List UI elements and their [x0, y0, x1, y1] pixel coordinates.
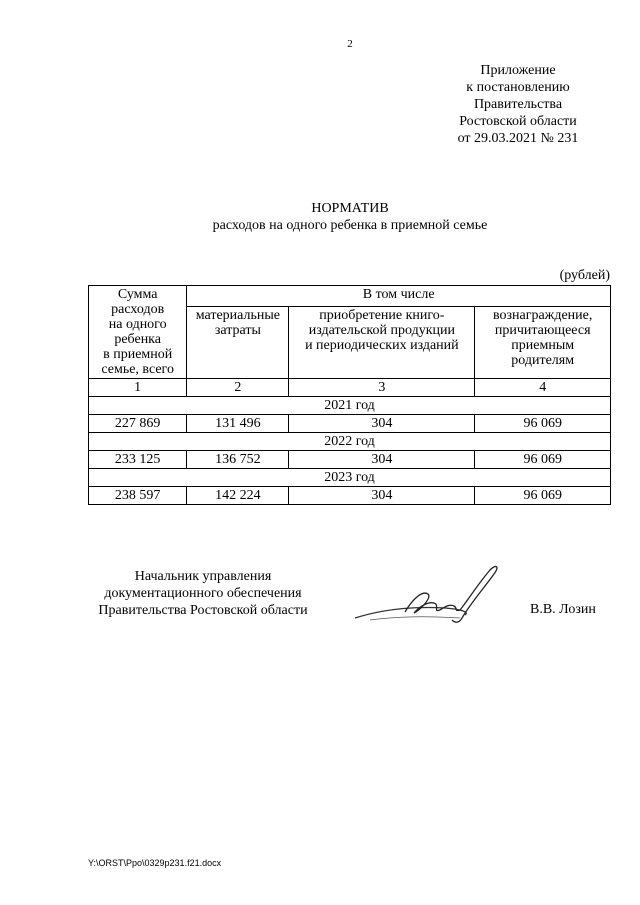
table-cell: 304 [289, 451, 475, 469]
appendix-line: Ростовской области [459, 114, 577, 129]
header-line: семье, всего [101, 362, 174, 377]
header-line: вознаграждение, [492, 307, 593, 323]
year-row [89, 469, 611, 487]
norm-table [88, 285, 611, 505]
table-cell: 96 069 [475, 451, 611, 469]
year-row [89, 433, 611, 451]
column-number: 1 [89, 379, 187, 397]
table-cell: 238 597 [89, 487, 187, 505]
year-label: 2023 год [89, 469, 611, 487]
header-line: родителям [511, 352, 575, 368]
column-number-row [89, 379, 611, 397]
table-cell: 227 869 [89, 415, 187, 433]
total-sum-header [89, 286, 187, 379]
appendix-line: Приложение [480, 63, 556, 78]
header-line: ребенка [114, 332, 161, 347]
header-line: издательской продукции [308, 322, 455, 338]
header-line: расходов [111, 302, 165, 317]
header-line: в приемной [103, 347, 173, 362]
header-line: приемным [511, 337, 575, 353]
table-cell: 96 069 [475, 487, 611, 505]
title-heading: НОРМАТИВ [311, 201, 389, 216]
table-cell: 233 125 [89, 451, 187, 469]
position-line: Начальник управления [134, 569, 272, 584]
column-number: 3 [289, 379, 475, 397]
appendix-line: от 29.03.2021 № 231 [457, 131, 579, 146]
appendix-line: к постановлению [466, 80, 570, 95]
header-line: затраты [214, 322, 261, 338]
header-line: материальные [195, 307, 280, 323]
year-label: 2022 год [89, 433, 611, 451]
year-label: 2021 год [89, 397, 611, 415]
table-cell: 131 496 [187, 415, 289, 433]
column-number: 4 [475, 379, 611, 397]
table-cell: 142 224 [187, 487, 289, 505]
header-line: и периодических изданий [305, 337, 459, 353]
year-row [89, 397, 611, 415]
appendix-line: Правительства [473, 97, 563, 112]
table-cell: 96 069 [475, 415, 611, 433]
currency-unit: (рублей) [559, 268, 610, 283]
group-header: В том числе [187, 286, 611, 307]
page-number: 2 [347, 38, 353, 50]
title-subheading: расходов на одного ребенка в приемной семье [212, 218, 488, 233]
table-row [89, 487, 611, 505]
table-cell: 304 [289, 415, 475, 433]
file-path: Y:\ORST\Ppo\0329p231.f21.docx [88, 858, 222, 868]
signatory-position [88, 568, 318, 619]
material-costs-header [187, 306, 289, 378]
header-line: Сумма [117, 287, 158, 302]
table-row [89, 451, 611, 469]
signatory-name: В.В. Лозин [530, 602, 596, 617]
books-periodicals-header [289, 306, 475, 378]
header-line: на одного [108, 317, 167, 332]
appendix-block [448, 62, 588, 147]
table-row [89, 415, 611, 433]
table-cell: 304 [289, 487, 475, 505]
header-line: причитающееся [494, 322, 591, 338]
parent-remuneration-header [475, 306, 611, 378]
position-line: Правительства Ростовской области [98, 603, 308, 618]
table-cell: 136 752 [187, 451, 289, 469]
handwritten-signature [350, 560, 510, 630]
header-line: приобретение книго- [319, 307, 445, 323]
column-number: 2 [187, 379, 289, 397]
position-line: документационного обеспечения [104, 586, 302, 601]
document-title [0, 200, 640, 234]
table-header-row [89, 286, 611, 307]
